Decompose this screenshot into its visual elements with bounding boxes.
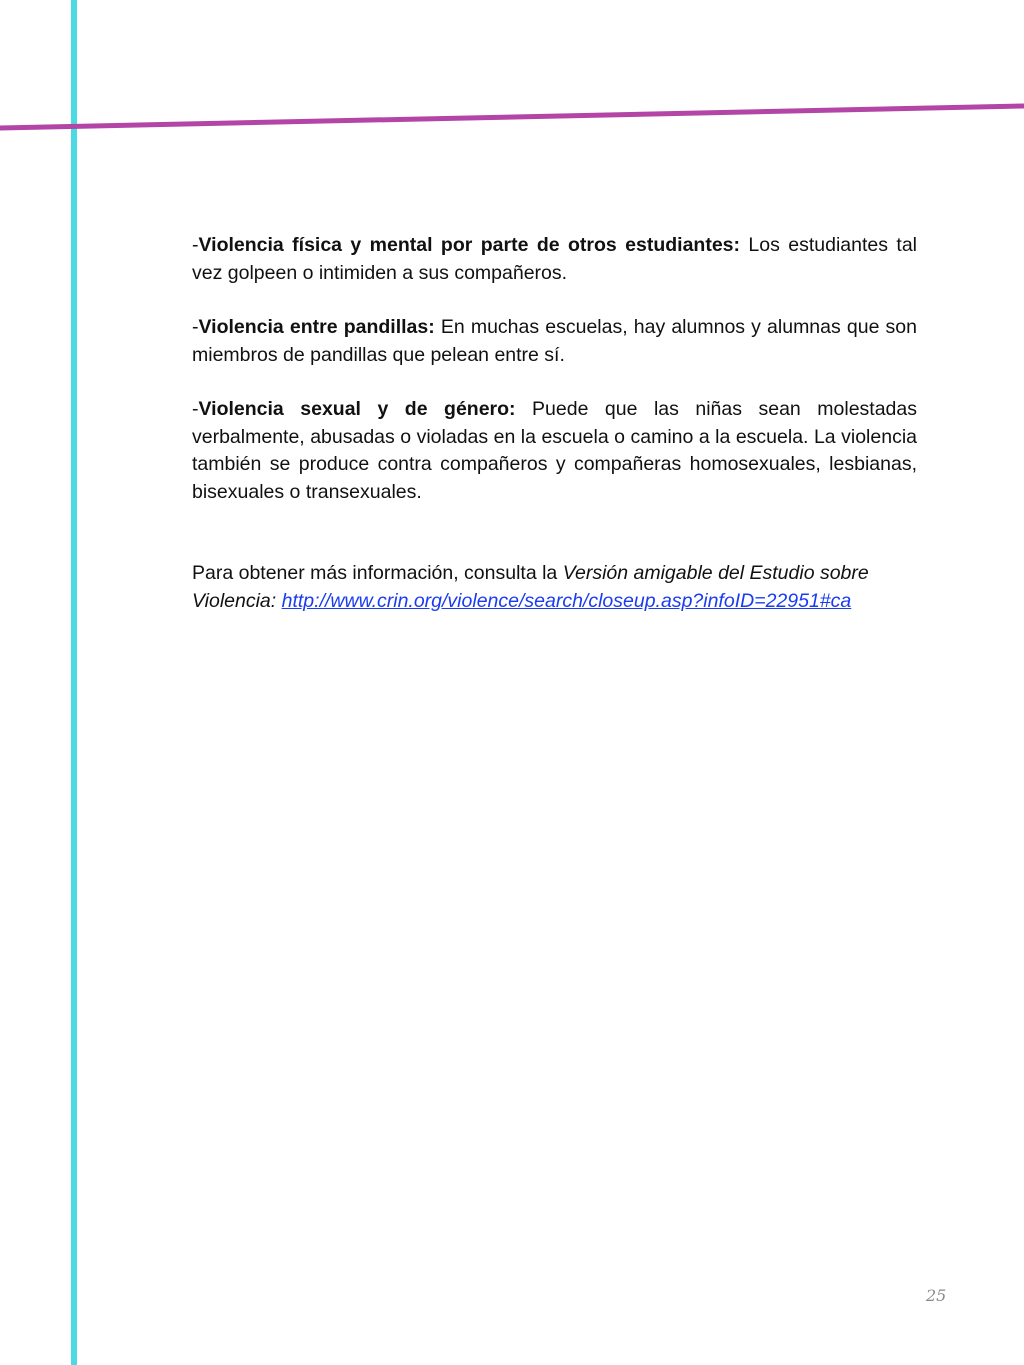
item-prefix: - xyxy=(192,398,199,420)
more-info-intro: Para obtener más información, consulta la xyxy=(192,562,563,584)
violence-item xyxy=(192,314,917,369)
item-prefix: - xyxy=(192,316,199,338)
item-term: Violencia entre pandillas: xyxy=(198,316,435,338)
horizontal-accent-line xyxy=(0,100,1024,140)
study-title-line1: Versión amigable del Estudio sobre xyxy=(562,562,869,584)
page-number: 25 xyxy=(926,1286,947,1305)
item-text: Puede que las niñas sean molestadas verbalmente, abusadas o violadas en la escuela o camino a la escuela. La violencia también se produce contra compañeros y compañeras homosexuales, lesbianas, bisexuales o transexuales. xyxy=(192,398,917,503)
item-text: Los estudiantes tal vez golpeen o intimiden a sus compañeros. xyxy=(192,234,917,284)
item-prefix: - xyxy=(192,234,199,256)
item-text: En muchas escuelas, hay alumnos y alumnas que son miembros de pandillas que pelean entre sí. xyxy=(192,316,917,366)
main-content xyxy=(192,232,917,615)
violence-item xyxy=(192,232,917,287)
more-info-paragraph xyxy=(192,560,917,615)
violence-item xyxy=(192,396,917,506)
vertical-accent-line xyxy=(71,0,77,1365)
item-term: Violencia sexual y de género: xyxy=(198,398,516,420)
item-term: Violencia física y mental por parte de otros estudiantes: xyxy=(198,234,741,256)
crin-link[interactable]: http://www.crin.org/violence/search/closeup.asp?infoID=22951#ca xyxy=(281,589,852,612)
study-title-line2: Violencia: xyxy=(192,589,277,612)
